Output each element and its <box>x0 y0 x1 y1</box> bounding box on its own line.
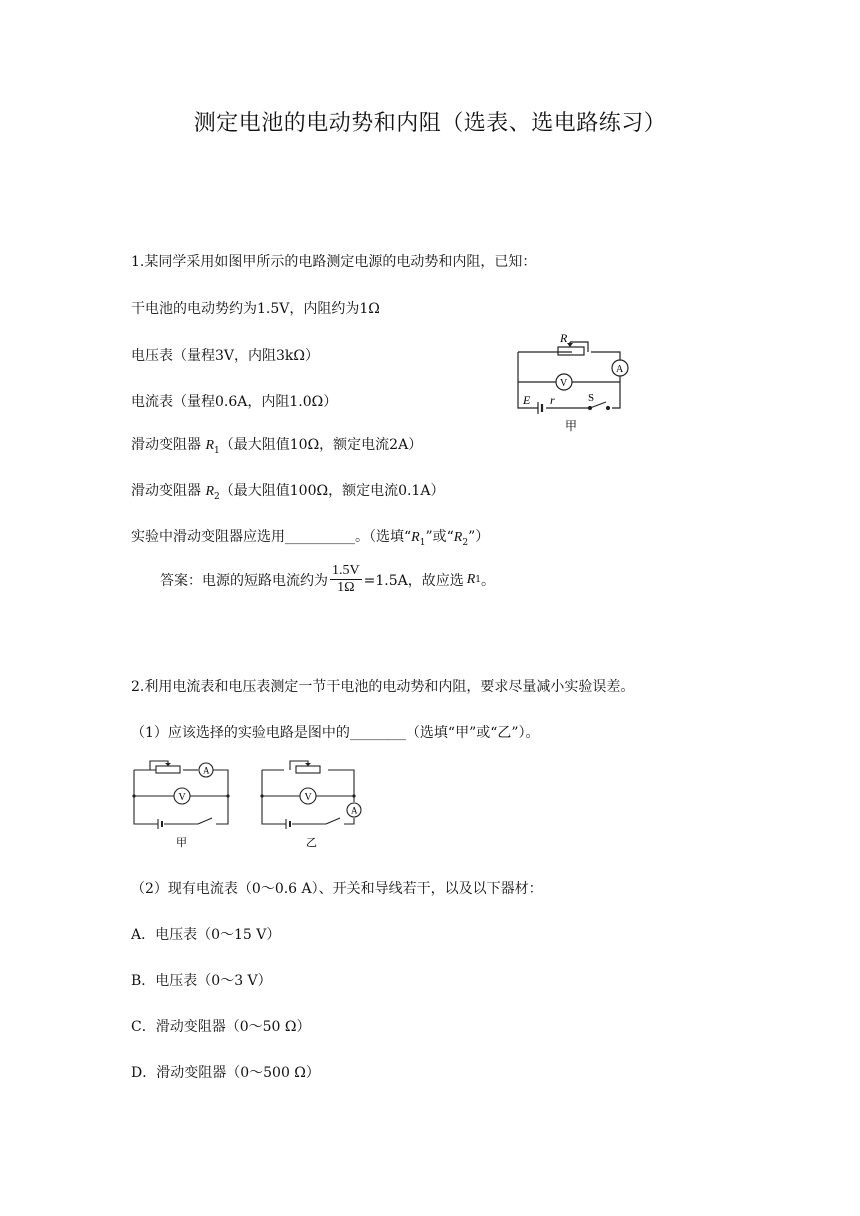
q1-circuit-diagram <box>508 332 638 436</box>
fig-label-V: V <box>560 378 568 389</box>
fig-label-R: R <box>560 332 568 345</box>
jia-label-A: A <box>203 765 210 776</box>
q1-question-r1-sub: 1 <box>419 537 426 548</box>
r2-symbol: R <box>205 484 215 499</box>
yi-label-A: A <box>351 805 358 816</box>
page-title: 测定电池的电动势和内阻（选表、选电路练习） <box>193 111 667 136</box>
answer-equation: =1.5A，故应选 <box>363 572 464 589</box>
fig-label-S: S <box>588 392 595 404</box>
q2-circuit-yi <box>256 756 366 852</box>
yi-label-V: V <box>304 792 312 803</box>
answer-prefix: 答案：电源的短路电流约为 <box>160 572 328 589</box>
q1-question-mid: ”或“ <box>425 529 454 545</box>
fraction-denominator: 1Ω <box>337 580 355 595</box>
jia-caption: 甲 <box>176 837 187 849</box>
q1-question-r2-sub: 2 <box>462 537 469 548</box>
answer-fraction <box>330 563 362 596</box>
q1-question <box>131 526 489 548</box>
r2-subscript: 2 <box>214 491 220 502</box>
fig-label-E: E <box>523 393 531 407</box>
q1-question-r1: R <box>411 530 420 545</box>
r2-prefix: 滑动变阻器 <box>131 483 201 499</box>
q1-stem: 1.某同学采用如图甲所示的电路测定电源的电动势和内阻，已知： <box>131 254 537 270</box>
r1-subscript: 1 <box>214 445 220 456</box>
jia-label-V: V <box>178 792 186 803</box>
r1-suffix: （最大阻值10Ω，额定电流2A） <box>219 437 423 453</box>
q1-question-suffix: ”） <box>468 529 490 545</box>
option-d: D．滑动变阻器（0～500 Ω） <box>131 1065 320 1081</box>
fraction-numerator: 1.5V <box>332 563 360 578</box>
yi-caption: 乙 <box>306 837 317 849</box>
q1-ammeter-spec: 电流表（量程0.6A，内阻1.0Ω） <box>131 394 338 410</box>
q1-question-prefix: 实验中滑动变阻器应选用__________。（选填“ <box>131 529 412 545</box>
r1-symbol: R <box>205 438 215 453</box>
q2-circuit-jia <box>128 756 234 852</box>
answer-end: 。 <box>481 572 496 589</box>
answer-symbol: R <box>466 571 476 587</box>
r2-suffix: （最大阻值100Ω，额定电流0.1A） <box>219 483 445 499</box>
q2-part1: （1）应该选择的实验电路是图中的________（选填“甲”或“乙”）。 <box>131 725 540 741</box>
r1-prefix: 滑动变阻器 <box>131 437 201 453</box>
q2-stem: 2.利用电流表和电压表测定一节干电池的电动势和内阻，要求尽量减小实验误差。 <box>131 679 635 695</box>
q1-voltmeter-spec: 电压表（量程3V，内阻3kΩ） <box>131 348 320 364</box>
answer-subscript: 1 <box>475 574 482 585</box>
q1-r2-spec <box>131 480 444 502</box>
option-b: B．电压表（0～3 V） <box>131 973 272 989</box>
q1-answer <box>160 563 495 596</box>
option-c: C．滑动变阻器（0～50 Ω） <box>131 1019 311 1035</box>
fig-caption: 甲 <box>565 419 578 433</box>
q1-question-r2: R <box>453 530 463 545</box>
option-a: A．电压表（0～15 V） <box>131 927 281 943</box>
q1-r1-spec <box>131 434 422 456</box>
q1-battery-spec: 干电池的电动势约为1.5V，内阻约为1Ω <box>131 301 380 317</box>
q2-part2: （2）现有电流表（0～0.6 A）、开关和导线若干，以及以下器材： <box>131 881 543 897</box>
fig-label-A: A <box>616 364 624 375</box>
fig-label-r: r <box>550 393 555 407</box>
